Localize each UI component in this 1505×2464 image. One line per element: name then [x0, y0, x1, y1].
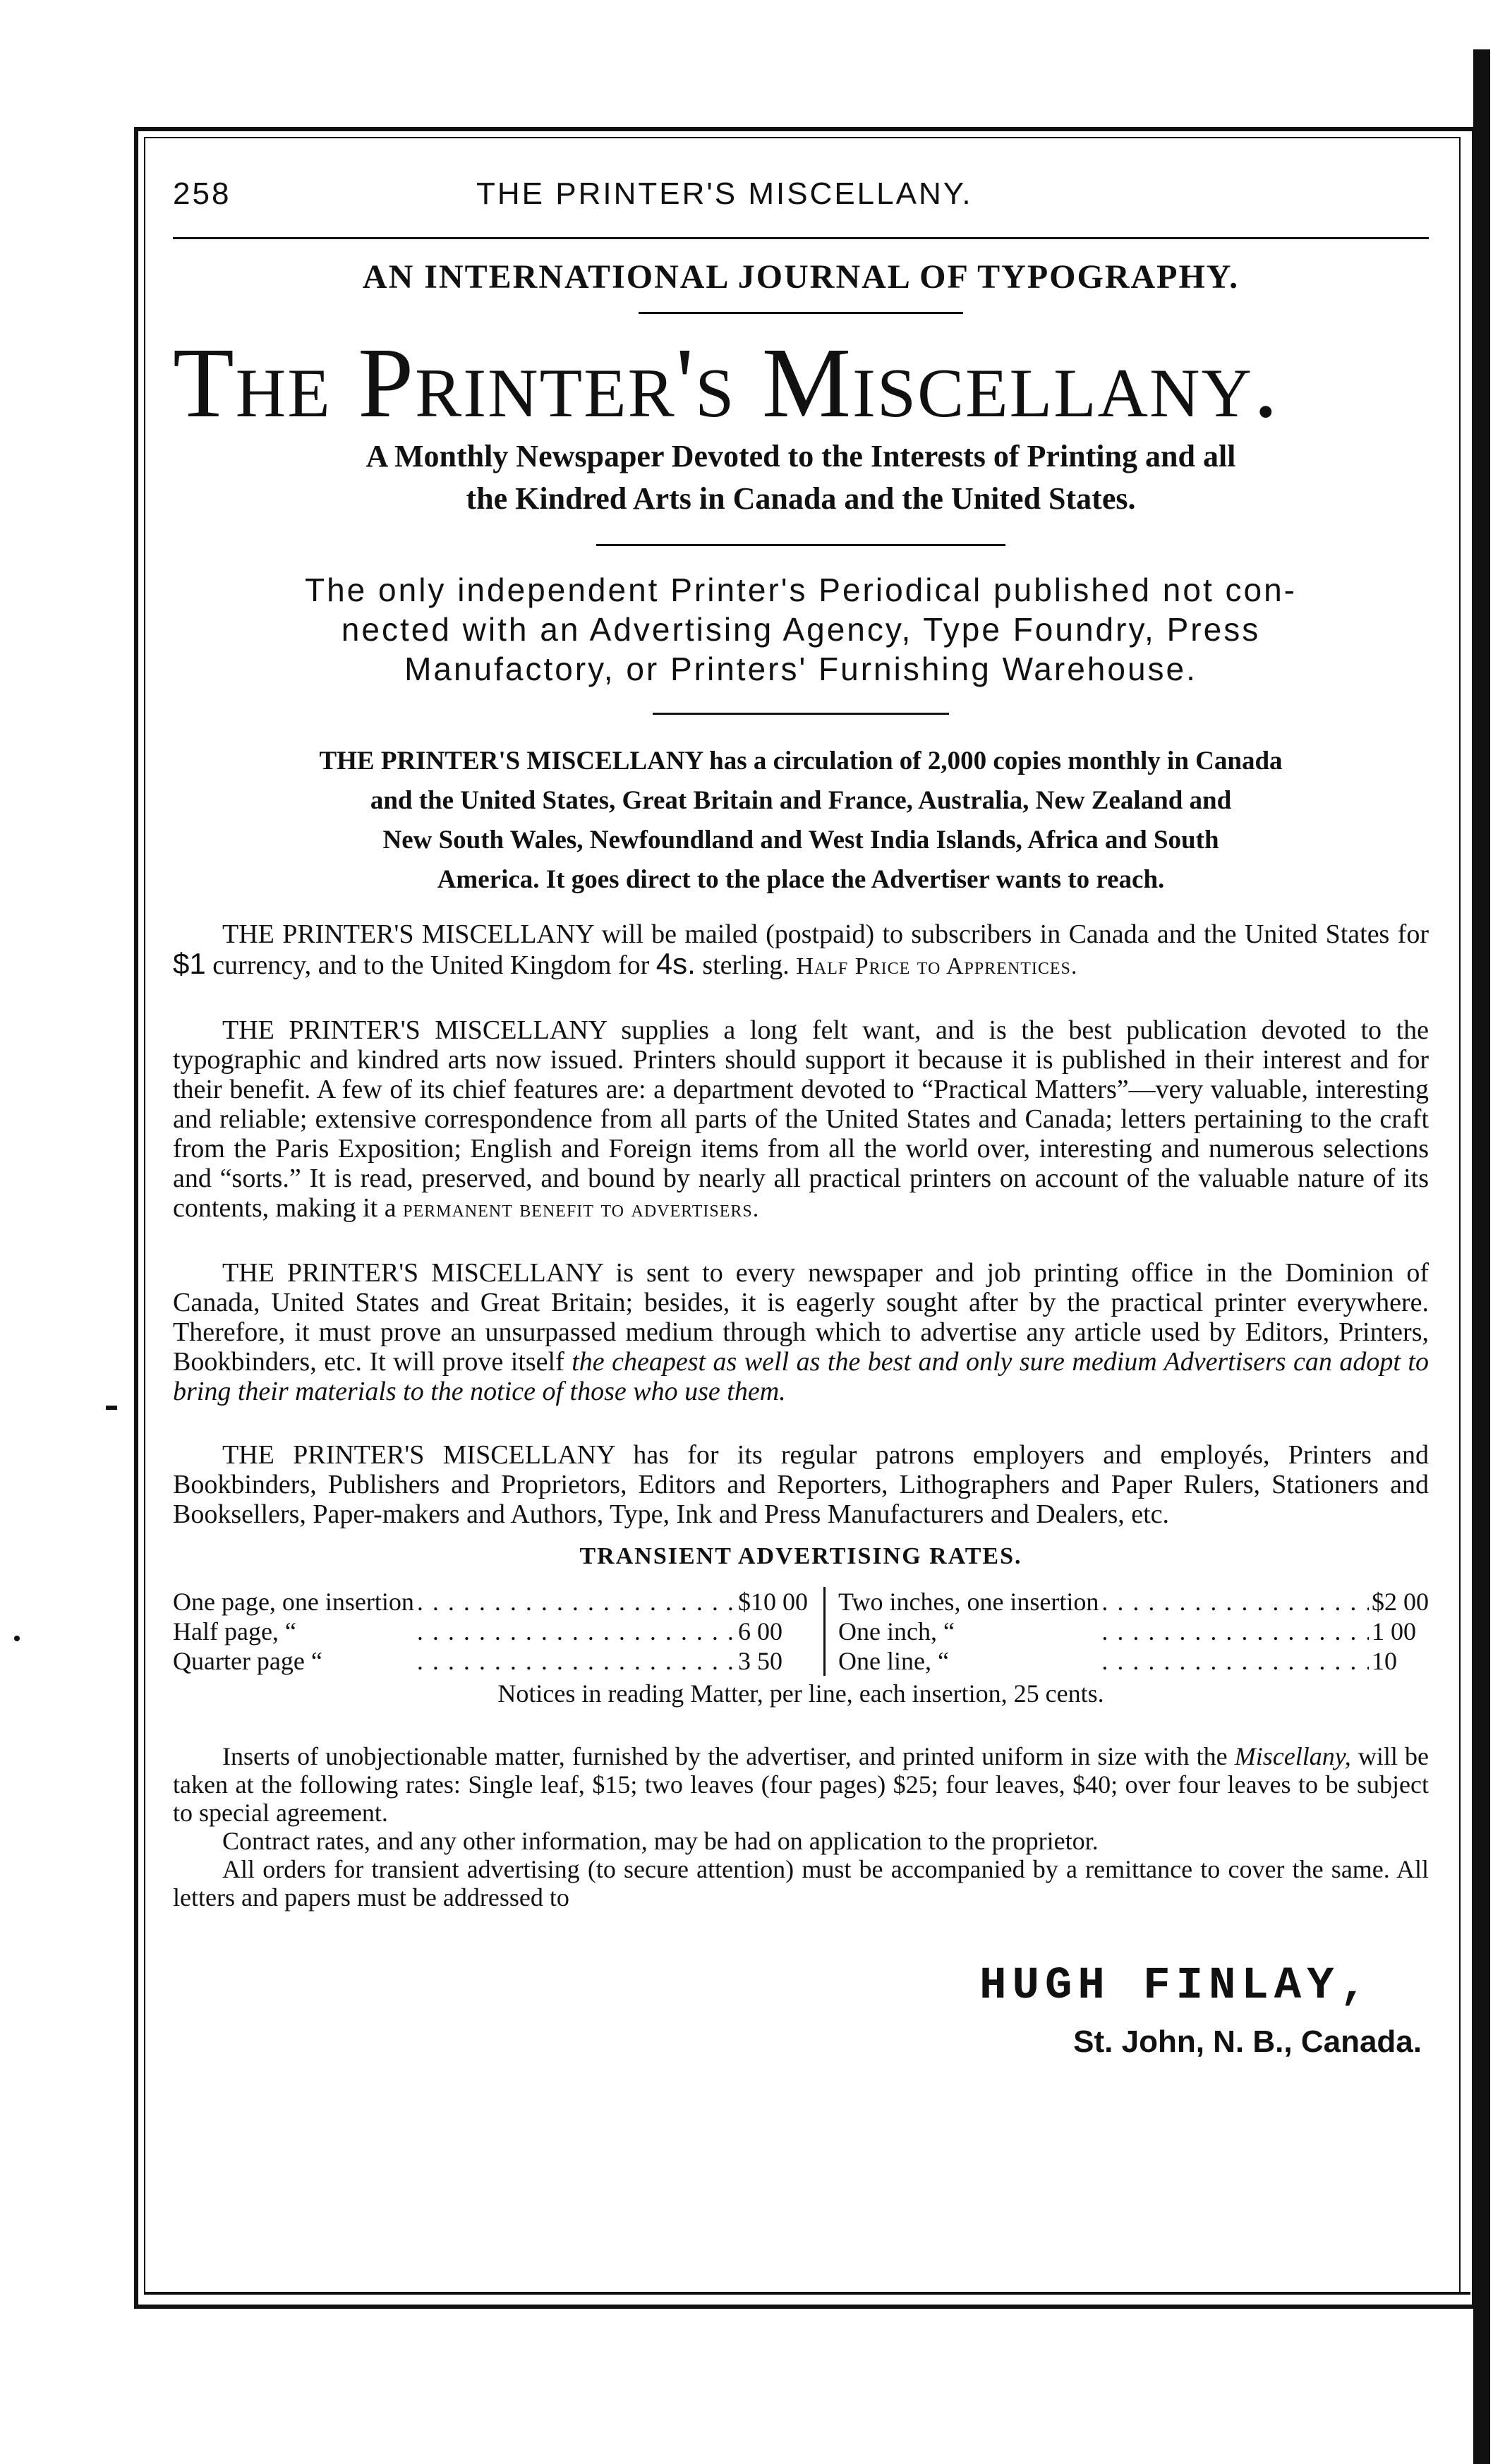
independent-statement: [173, 570, 1429, 689]
rate-label: Quarter page “: [173, 1647, 322, 1675]
rate-label: Two inches, one insertion: [838, 1588, 1099, 1616]
rate-price: 3 50: [738, 1647, 782, 1675]
bottom-rule: [144, 2292, 1470, 2295]
circulation-line: and the United States, Great Britain and France, Australia, New Zealand and: [370, 786, 1232, 815]
divider: [653, 713, 949, 715]
distribution-text: THE PRINTER'S MISCELLANY is sent to every newspaper and job printing office in the Dominion of Canada, United States and Great Britain; besides, it is eagerly sought after by the practical printer everywhere. Therefore, it must prove an unsurpassed medium through which to advertise any article used by Editors, Printers, Bookbinders, etc. It will prove itself: [173, 1258, 1429, 1377]
statement-line: Manufactory, or Printers' Furnishing Warehouse.: [404, 651, 1197, 687]
subtitle-line: the Kindred Arts in Canada and the United States.: [466, 481, 1136, 516]
page-number: 258: [173, 176, 231, 211]
circulation-line: New South Wales, Newfoundland and West India Islands, Africa and South: [382, 826, 1219, 854]
stray-dot: [14, 1636, 20, 1641]
supplies-emphasis: permanent benefit to advertisers.: [403, 1196, 760, 1222]
leader-dots: [1101, 1587, 1369, 1617]
rate-price: 6 00: [738, 1617, 782, 1645]
publisher-name: HUGH FINLAY,: [979, 1961, 1372, 2012]
supplies-paragraph: [173, 1015, 1429, 1224]
notices-rate: Notices in reading Matter, per line, each insertion, 25 cents.: [497, 1679, 1104, 1708]
circulation-line: America. It goes direct to the place the Advertiser wants to reach.: [437, 865, 1165, 894]
subscription-text: currency, and to the United Kingdom for: [212, 950, 650, 980]
page-content: [173, 162, 1429, 2060]
journal-tagline: AN INTERNATIONAL JOURNAL OF TYPOGRAPHY.: [362, 258, 1240, 296]
rate-price: $2 00: [1372, 1588, 1429, 1616]
rate-label: Half page, “: [173, 1617, 296, 1645]
rates-table: [173, 1587, 1429, 1676]
statement-line: The only independent Printer's Periodical published not con-: [305, 572, 1297, 608]
subtitle: [173, 435, 1429, 520]
rates-right-column: [826, 1587, 1429, 1676]
rates-left-column: [173, 1587, 826, 1676]
subscription-paragraph: [173, 919, 1429, 982]
half-price-note: Half Price to Apprentices.: [796, 953, 1078, 979]
distribution-italic: the cheapest as well as the best and only sure medium Advertisers can adopt to bring their materials to the notice of those who use them.: [173, 1347, 1429, 1406]
inserts-text: Inserts of unobjectionable matter, furnished by the advertiser, and printed uniform in size with the: [222, 1742, 1228, 1770]
price-us: $1: [173, 947, 206, 980]
leader-dots: [417, 1646, 735, 1676]
rate-price: $10 00: [738, 1588, 808, 1616]
circulation-notice: [173, 742, 1429, 900]
running-title: THE PRINTER'S MISCELLANY.: [476, 176, 973, 211]
masthead-title: The Printer's Miscellany.: [173, 327, 1280, 438]
patrons-paragraph: THE PRINTER'S MISCELLANY has for its regular patrons employers and employés, Printers and Bookbinders, Publishers and Proprietors, Editors and Reporters, Lithographers and Paper Rulers, Stationers and Booksellers, Paper-makers and Authors, Type, Ink and Press Manufacturers and Dealers, etc.: [173, 1440, 1429, 1529]
header-rule: [173, 237, 1429, 239]
divider: [596, 544, 1005, 546]
distribution-paragraph: [173, 1258, 1429, 1406]
leader-dots: [417, 1617, 735, 1646]
price-uk: 4s.: [655, 947, 696, 980]
circulation-line: THE PRINTER'S MISCELLANY has a circulation of 2,000 copies monthly in Canada: [319, 747, 1283, 775]
rates-heading: TRANSIENT ADVERTISING RATES.: [579, 1543, 1022, 1569]
subscription-text: sterling.: [702, 950, 790, 980]
leader-dots: [1101, 1617, 1369, 1646]
page-header: [173, 162, 1429, 233]
leader-dots: [1101, 1646, 1369, 1676]
statement-line: nected with an Advertising Agency, Type Foundry, Press: [341, 611, 1261, 648]
divider: [639, 312, 963, 314]
subtitle-line: A Monthly Newspaper Devoted to the Interests of Printing and all: [365, 439, 1236, 473]
inserts-italic: Miscellany,: [1234, 1742, 1351, 1770]
publisher-address: St. John, N. B., Canada.: [1073, 2024, 1422, 2059]
leader-dots: [417, 1587, 735, 1617]
subscription-text: THE PRINTER'S MISCELLANY will be mailed (postpaid) to subscribers in Canada and the United States for: [222, 919, 1429, 949]
rate-price: 1 00: [1372, 1617, 1416, 1645]
rate-label: One line, “: [838, 1647, 949, 1675]
supplies-text: THE PRINTER'S MISCELLANY supplies a long felt want, and is the best publication devoted to the typographic and kindred arts now issued. Printers should support it because it is published in their interest and for their benefit. A few of its chief features are: a department devoted to “Practical Matters”—very valuable, interesting and reliable; extensive correspondence from all parts of the United States and Canada; letters pertaining to the craft from the Paris Exposition; English and Foreign items from all the world over, interesting and numerous selections and “sorts.” It is read, preserved, and bound by nearly all practical printers on account of the valuable nature of its contents, making it a: [173, 1015, 1429, 1223]
rate-label: One inch, “: [838, 1617, 955, 1645]
inserts-text: will be taken at the following rates: Single leaf, $15; two leaves (four pages) $25; four leaves, $40; over four leaves to be subject to special agreement.: [173, 1742, 1430, 1827]
rate-label: One page, one insertion: [173, 1588, 414, 1616]
orders-paragraph: All orders for transient advertising (to secure attention) must be accompanied by a remittance to cover the same. All letters and papers must be addressed to: [173, 1855, 1429, 1912]
inserts-paragraph: [173, 1742, 1429, 1827]
rate-price: 10: [1372, 1647, 1397, 1675]
stray-mark: [106, 1406, 117, 1410]
contract-paragraph: Contract rates, and any other information, may be had on application to the proprietor.: [222, 1827, 1099, 1855]
